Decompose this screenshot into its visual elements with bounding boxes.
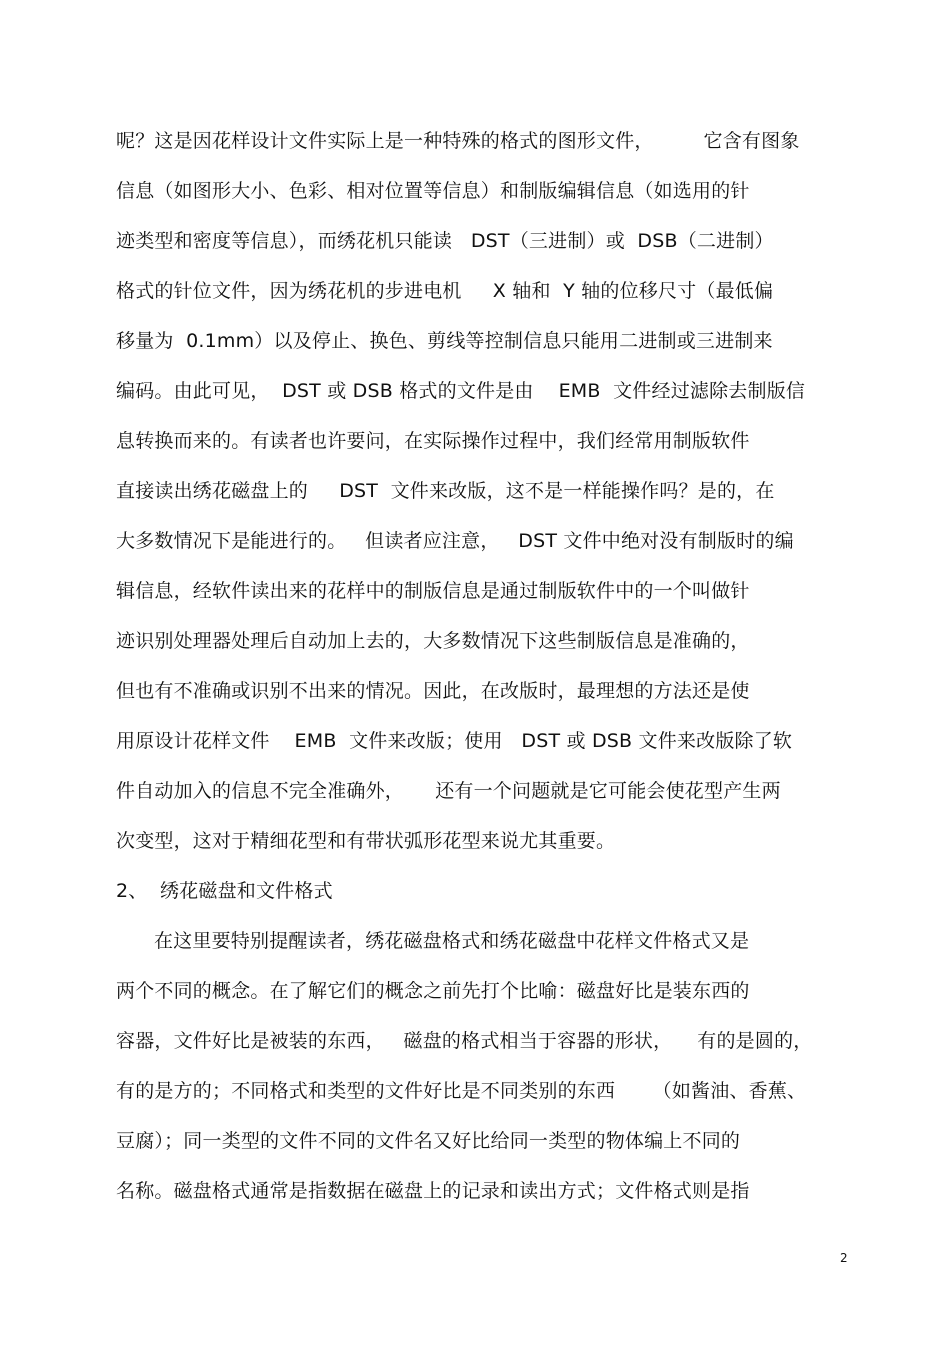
text-line-10: 辑信息，经软件读出来的花样中的制版信息是通过制版软件中的一个叫做针: [116, 580, 750, 602]
section-heading: 2、 绣花磁盘和文件格式: [116, 880, 333, 902]
text-line-4: 格式的针位文件，因为绣花机的步进电机 X 轴和 Y 轴的位移尺寸（最低偏: [116, 280, 774, 302]
text-line-17: 在这里要特别提醒读者，绣花磁盘格式和绣花磁盘中花样文件格式又是: [154, 930, 750, 952]
text-line-19: 容器，文件好比是被装的东西， 磁盘的格式相当于容器的形状， 有的是圆的，: [116, 1030, 813, 1052]
text-line-15: 次变型，这对于精细花型和有带状弧形花型来说尤其重要。: [116, 830, 616, 852]
text-line-8: 直接读出绣花磁盘上的 DST 文件来改版，这不是一样能操作吗？是的，在: [116, 480, 775, 502]
text-line-9: 大多数情况下是能进行的。 但读者应注意， DST 文件中绝对没有制版时的编: [116, 530, 794, 552]
text-line-7: 息转换而来的。有读者也许要问，在实际操作过程中，我们经常用制版软件: [116, 430, 750, 452]
text-line-22: 名称。磁盘格式通常是指数据在磁盘上的记录和读出方式；文件格式则是指: [116, 1180, 750, 1202]
text-line-3: 迹类型和密度等信息），而绣花机只能读 DST（三进制）或 DSB（二进制）: [116, 230, 774, 252]
text-line-14: 件自动加入的信息不完全准确外， 还有一个问题就是它可能会使花型产生两: [116, 780, 781, 802]
text-line-2: 信息（如图形大小、色彩、相对位置等信息）和制版编辑信息（如选用的针: [116, 180, 750, 202]
text-line-18: 两个不同的概念。在了解它们的概念之前先打个比喻：磁盘好比是装东西的: [116, 980, 750, 1002]
text-line-21: 豆腐）；同一类型的文件不同的文件名又好比给同一类型的物体编上不同的: [116, 1130, 741, 1152]
text-line-6: 编码。由此可见， DST 或 DSB 格式的文件是由 EMB 文件经过滤除去制版信: [116, 380, 806, 402]
text-line-11: 迹识别处理器处理后自动加上去的，大多数情况下这些制版信息是准确的，: [116, 630, 750, 652]
text-line-1: 呢？这是因花样设计文件实际上是一种特殊的格式的图形文件， 它含有图象: [116, 130, 800, 152]
text-line-13: 用原设计花样文件 EMB 文件来改版；使用 DST 或 DSB 文件来改版除了软: [116, 730, 793, 752]
text-line-12: 但也有不准确或识别不出来的情况。因此，在改版时，最理想的方法还是使: [116, 680, 750, 702]
text-line-5: 移量为 0.1mm）以及停止、换色、剪线等控制信息只能用二进制或三进制来: [116, 330, 773, 352]
page-number: 2: [840, 1251, 848, 1265]
text-line-20: 有的是方的；不同格式和类型的文件好比是不同类别的东西 （如酱油、香蕉、: [116, 1080, 807, 1102]
